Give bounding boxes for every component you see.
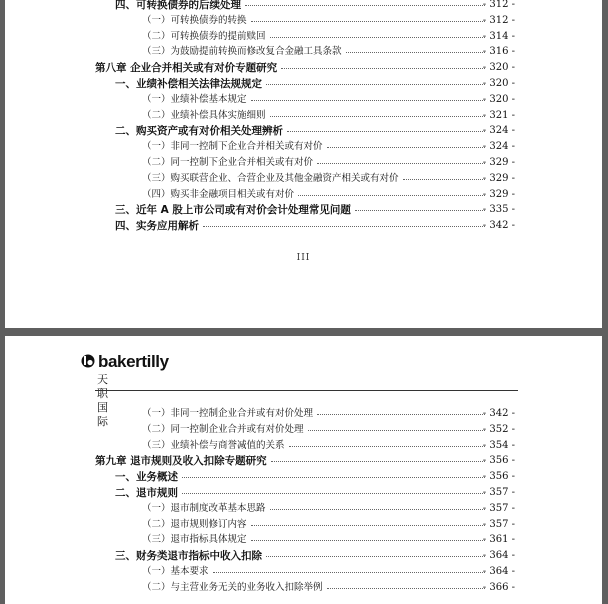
toc-entry-page: - 335 - [482, 204, 515, 216]
toc-entry-page: - 320 - [482, 62, 515, 74]
toc-subsection-entry[interactable] [5, 139, 602, 155]
toc-entry-page: - 324 - [482, 125, 515, 137]
toc-entry-label: 二、购买资产或有对价相关处理辨析 [115, 125, 283, 138]
toc-entry-page: - 352 - [482, 423, 515, 435]
toc-leader-dots [289, 446, 485, 447]
toc-entry-page: - 329 - [482, 157, 515, 168]
toc-subsection-entry[interactable] [5, 406, 602, 422]
toc-entry-label: （三）购买联营企业、合营企业及其他金融资产相关或有对价 [142, 172, 399, 184]
toc-entry-page: - 356 - [482, 455, 515, 467]
toc-leader-dots [266, 84, 485, 85]
toc-section-entry[interactable] [5, 0, 602, 13]
toc-section-entry[interactable] [5, 485, 602, 501]
toc-leader-dots [287, 131, 485, 132]
toc-entry-label: （二）退市规则修订内容 [142, 518, 247, 530]
toc-entry-label: 二、退市规则 [115, 487, 178, 499]
toc-section-entry[interactable] [5, 218, 602, 234]
toc-subsection-entry[interactable] [5, 517, 602, 533]
toc-leader-dots [182, 477, 485, 478]
toc-leader-dots [213, 572, 485, 573]
toc-subsection-entry[interactable] [5, 532, 602, 548]
toc-entry-page: - 321 - [482, 109, 515, 121]
toc-subsection-entry[interactable] [5, 422, 602, 438]
toc-entry-label: （二）同一控制企业合并或有对价处理 [142, 423, 304, 435]
toc-entry-label: 一、业绩补偿相关法律法规规定 [115, 78, 262, 90]
toc-subsection-entry[interactable] [5, 108, 602, 124]
toc-leader-dots [245, 5, 485, 6]
toc-leader-dots [203, 226, 485, 227]
toc-leader-dots [251, 525, 485, 526]
toc-chapter-entry[interactable] [5, 453, 602, 469]
toc-entry-label: 第八章 企业合并相关或有对价专题研究 [95, 62, 278, 75]
toc-entry-page: - 312 - [482, 14, 515, 26]
toc-leader-dots [317, 414, 485, 415]
toc-entry-page: - 356 - [482, 471, 515, 483]
toc-entry-label: 第九章 退市规则及收入扣除专题研究 [95, 455, 267, 468]
toc-entry-page: - 357 - [482, 487, 515, 498]
toc-subsection-entry[interactable] [5, 580, 602, 596]
toc-entry-label: 四、实务应用解析 [115, 220, 199, 233]
toc-entry-label: （一）业绩补偿基本规定 [142, 93, 247, 105]
toc-entry-label: （三）为鼓励提前转换而修改复合金融工具条款 [142, 46, 342, 58]
toc-leader-dots [327, 147, 485, 148]
toc-entry-page: - 342 - [482, 220, 515, 232]
toc-leader-dots [403, 179, 485, 180]
toc-entry-page: - 329 - [482, 188, 515, 200]
toc-leader-dots [327, 588, 485, 589]
toc-leader-dots [281, 68, 485, 69]
toc-entry-label: 四、可转换债券的后续处理 [115, 0, 241, 11]
toc-section-entry[interactable] [5, 202, 602, 218]
toc-leader-dots [271, 461, 485, 462]
logo-chinese-name: 天职国际 [97, 373, 109, 428]
toc-subsection-entry[interactable] [5, 171, 602, 187]
toc-entry-page: - 320 - [482, 78, 515, 89]
toc-leader-dots [317, 163, 485, 164]
toc-entry-page: - 364 - [482, 550, 515, 562]
toc-subsection-entry[interactable] [5, 501, 602, 517]
toc-entry-label: 三、财务类退市指标中收入扣除 [115, 550, 262, 563]
toc-subsection-entry[interactable] [5, 187, 602, 203]
toc-leader-dots [251, 100, 485, 101]
toc-subsection-entry[interactable] [5, 29, 602, 45]
toc-entry-label: （一）基本要求 [142, 566, 209, 577]
header-divider [95, 390, 518, 391]
toc-subsection-entry[interactable] [5, 13, 602, 29]
toc-entry-page: - 314 - [482, 30, 515, 42]
toc-entry-page: - 342 - [482, 408, 515, 419]
toc-entry-label: （一）非同一控制企业合并或有对价处理 [142, 408, 314, 419]
toc-entry-page: - 324 - [482, 141, 515, 153]
toc-entry-label: 一、业务概述 [115, 471, 178, 484]
toc-section-entry[interactable] [5, 548, 602, 564]
toc-entry-page: - 329 - [482, 172, 515, 184]
toc-entry-page: - 364 - [482, 566, 515, 577]
logo-brand-name: bakertilly [98, 352, 169, 371]
toc-entry-label: （二）业绩补偿具体实施细则 [142, 109, 266, 121]
toc-leader-dots [182, 493, 485, 494]
toc-leader-dots [270, 509, 485, 510]
toc-entry-page: - 320 - [482, 93, 515, 105]
toc-entry-label: （三）退市指标具体规定 [142, 534, 247, 546]
toc-leader-dots [355, 210, 485, 211]
toc-entry-label: （一）可转换债券的转换 [142, 14, 247, 26]
toc-chapter-entry[interactable] [5, 60, 602, 76]
toc-entry-page: - 316 - [482, 46, 515, 58]
toc-section-entry[interactable] [5, 123, 602, 139]
toc-subsection-entry[interactable] [5, 564, 602, 580]
page-number: III [296, 253, 311, 263]
toc-subsection-entry[interactable] [5, 155, 602, 171]
toc-entry-page: - 357 - [482, 502, 515, 514]
toc-leader-dots [346, 52, 485, 53]
toc-leader-dots [308, 430, 485, 431]
document-page-2 [5, 336, 602, 604]
toc-entry-label: （一）非同一控制下企业合并相关或有对价 [142, 141, 323, 153]
toc-entry-label: （一）退市制度改革基本思路 [142, 502, 266, 514]
toc-entry-label: （四）购买非金融项目相关或有对价 [142, 188, 295, 200]
toc-leader-dots [251, 540, 485, 541]
toc-section-entry[interactable] [5, 76, 602, 92]
toc-entry-label: （二）与主营业务无关的业务收入扣除举例 [142, 581, 323, 593]
toc-leader-dots [298, 195, 485, 196]
toc-entry-page: - 354 - [482, 439, 515, 451]
toc-entry-label: （二）可转换债券的提前赎回 [142, 30, 266, 42]
toc-subsection-entry[interactable] [5, 44, 602, 60]
baker-tilly-logo-icon [81, 354, 95, 368]
toc-entry-label: （三）业绩补偿与商誉减值的关系 [142, 439, 285, 451]
toc-entry-page: - 361 - [482, 534, 515, 546]
toc-entry-page: - 357 - [482, 518, 515, 530]
document-page-1 [5, 0, 602, 328]
toc-entry-page: - 312 - [482, 0, 515, 10]
toc-entry-label: 三、近年 A 股上市公司或有对价会计处理常见问题 [115, 204, 351, 217]
toc-leader-dots [270, 37, 485, 38]
toc-entry-page: - 366 - [482, 581, 515, 593]
toc-entry-label: （二）同一控制下企业合并相关或有对价 [142, 157, 314, 168]
toc-section-entry[interactable] [5, 469, 602, 485]
toc-leader-dots [251, 21, 485, 22]
toc-subsection-entry[interactable] [5, 92, 602, 108]
toc-leader-dots [266, 556, 485, 557]
toc-leader-dots [270, 116, 485, 117]
toc-subsection-entry[interactable] [5, 438, 602, 454]
